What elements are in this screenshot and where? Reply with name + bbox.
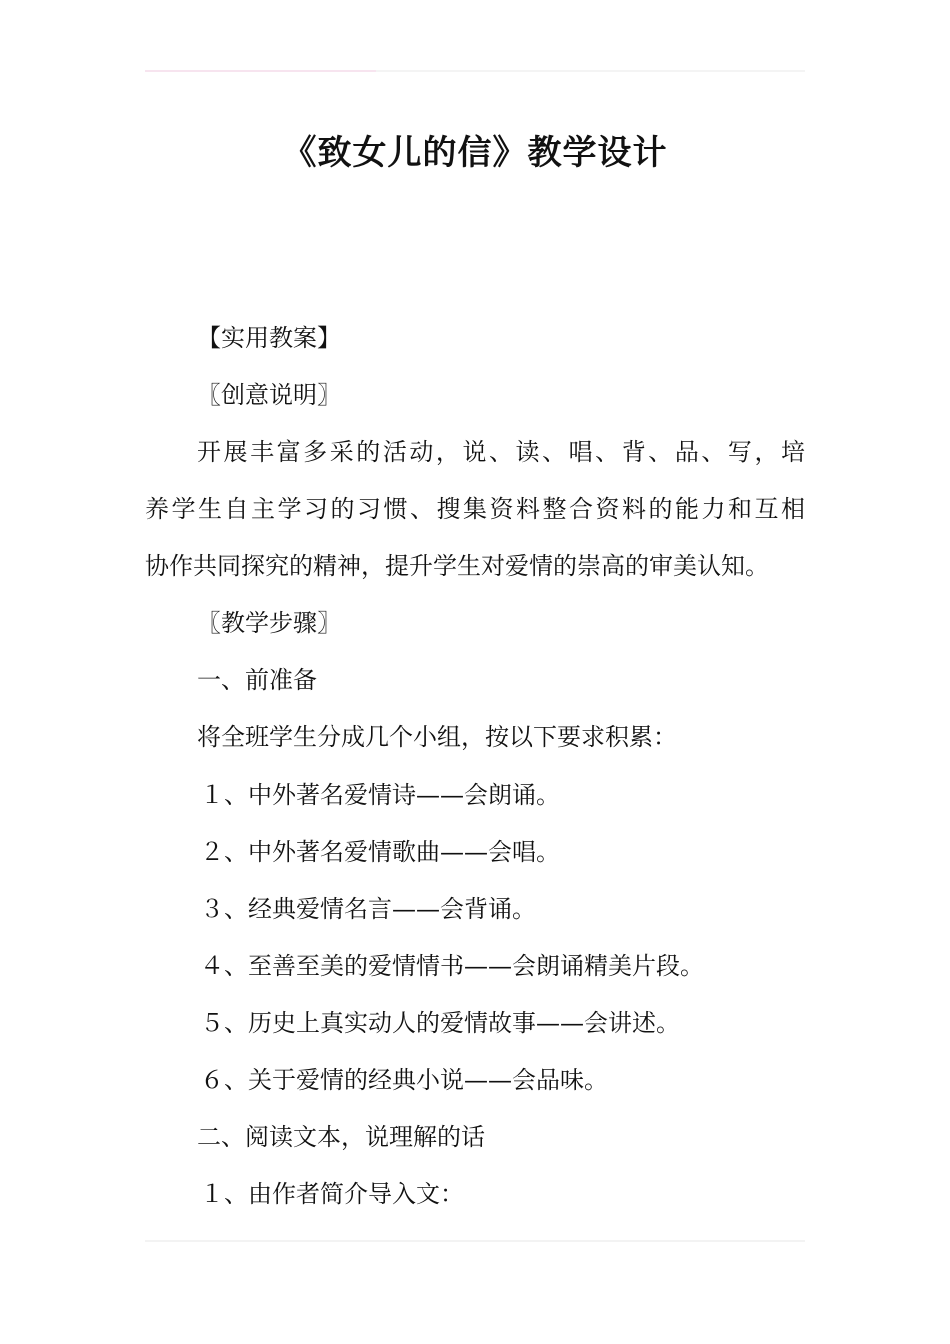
creative-text-line-3: 协作共同探究的精神，提升学生对爱情的崇高的审美认知。: [145, 552, 769, 580]
step2-heading: 二、阅读文本，说理解的话: [197, 1123, 485, 1151]
list-item: ５、历史上真实动人的爱情故事——会讲述。: [200, 1009, 680, 1037]
step1-heading: 一、前准备: [197, 666, 317, 694]
list-item: １、由作者简介导入文：: [200, 1180, 464, 1208]
bottom-divider: [145, 1240, 805, 1242]
creative-heading: 〖创意说明〗: [197, 381, 341, 409]
steps-heading: 〖教学步骤〗: [197, 609, 341, 637]
step1-intro: 将全班学生分成几个小组，按以下要求积累：: [197, 723, 677, 751]
creative-text-line-1: 开展丰富多采的活动，说、读、唱、背、品、写，培: [197, 438, 805, 466]
document-title: 《致女儿的信》教学设计: [282, 133, 668, 173]
section-label: 【实用教案】: [197, 324, 341, 352]
top-divider: [145, 70, 805, 72]
creative-text-line-2: 养学生自主学习的习惯、搜集资料整合资料的能力和互相: [145, 495, 805, 523]
list-item: ３、经典爱情名言——会背诵。: [200, 895, 536, 923]
list-item: ４、至善至美的爱情情书——会朗诵精美片段。: [200, 952, 704, 980]
list-item: １、中外著名爱情诗——会朗诵。: [200, 781, 560, 809]
list-item: ６、关于爱情的经典小说——会品味。: [200, 1066, 608, 1094]
list-item: ２、中外著名爱情歌曲——会唱。: [200, 838, 560, 866]
